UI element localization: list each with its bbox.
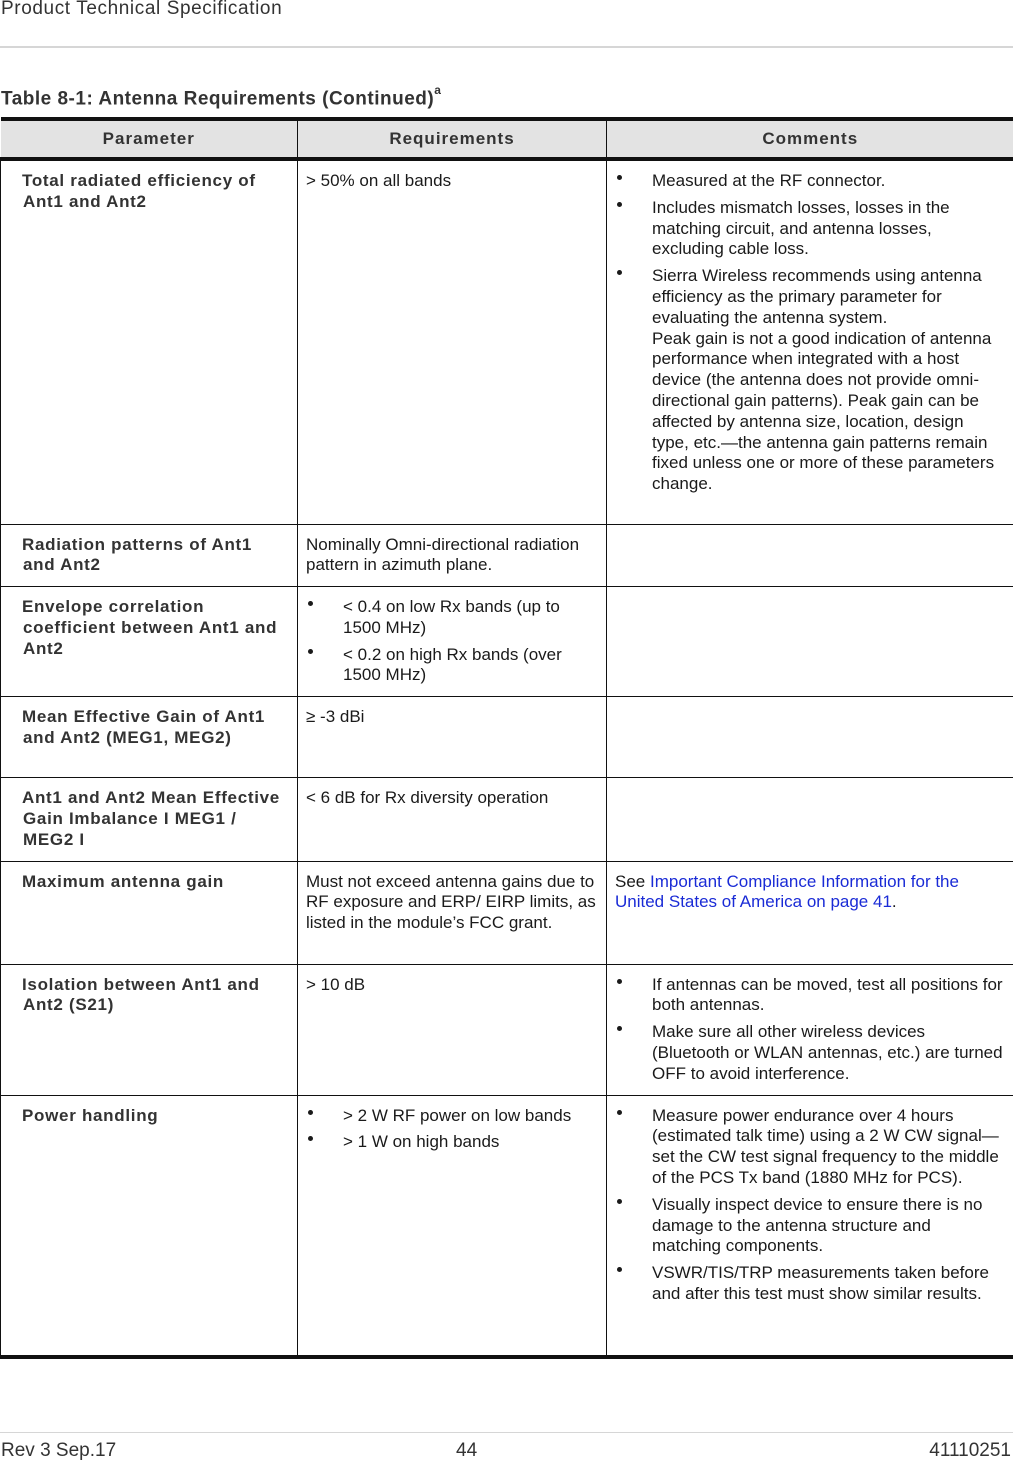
comments-cell: [607, 524, 1013, 587]
antenna-requirements-table: [0, 117, 1013, 1359]
comments-list: [615, 1106, 1003, 1305]
list-item: > 2 W RF power on low bands: [306, 1106, 598, 1127]
comments-cell: [607, 697, 1013, 778]
table-row: [1, 861, 1013, 964]
requirements-cell: < 6 dB for Rx diversity operation: [298, 778, 607, 861]
requirements-list: [306, 597, 598, 686]
comments-prefix: See: [615, 871, 650, 891]
list-item: Measure power endurance over 4 hours (estimated talk time) using a 2 W CW signal—set the CW test signal frequency to the middle of the PCS Tx band (1880 MHz for PCS).: [615, 1106, 1003, 1189]
parameter-cell: Total radiated efficiency of Ant1 and Ant2: [1, 159, 298, 524]
compliance-info-link[interactable]: Important Compliance Information for the United States of America on page 41: [615, 871, 959, 912]
list-item: Measured at the RF connector.: [615, 171, 1003, 192]
footer-divider: [0, 1432, 1013, 1433]
table-row: [1, 1095, 1013, 1357]
parameter-cell: Isolation between Ant1 and Ant2 (S21): [1, 964, 298, 1095]
requirements-cell: ≥ -3 dBi: [298, 697, 607, 778]
table-row: [1, 587, 1013, 697]
requirements-cell: [298, 587, 607, 697]
table-caption: [1, 83, 442, 110]
column-header-parameter: Parameter: [1, 119, 298, 159]
page-header: [0, 0, 1013, 48]
list-item: If antennas can be moved, test all positions for both antennas.: [615, 975, 1003, 1017]
column-header-comments: Comments: [607, 119, 1013, 159]
list-item: VSWR/TIS/TRP measurements taken before and after this test must show similar results.: [615, 1263, 1003, 1305]
requirements-cell: Nominally Omni-directional radiation pattern in azimuth plane.: [298, 524, 607, 587]
comments-cell: [607, 964, 1013, 1095]
list-item: Visually inspect device to ensure there is no damage to the antenna structure and matching components.: [615, 1195, 1003, 1257]
footer-page-number: 44: [456, 1440, 478, 1461]
requirements-list: [306, 1106, 598, 1154]
column-header-requirements: Requirements: [298, 119, 607, 159]
parameter-cell: Radiation patterns of Ant1 and Ant2: [1, 524, 298, 587]
table-caption-footnote-marker: a: [434, 83, 442, 97]
table-row: [1, 524, 1013, 587]
table-caption-text: Table 8-1: Antenna Requirements (Continued): [1, 88, 435, 110]
footer-document-number: 41110251: [929, 1440, 1011, 1461]
comments-cell: [607, 861, 1013, 964]
requirements-cell: > 10 dB: [298, 964, 607, 1095]
document-title: Product Technical Specification: [1, 0, 283, 19]
parameter-cell: Ant1 and Ant2 Mean Effective Gain Imbalance I MEG1 / MEG2 I: [1, 778, 298, 861]
comments-cell: [607, 587, 1013, 697]
comments-cell: [607, 159, 1013, 524]
table-row: [1, 964, 1013, 1095]
comments-list: [615, 171, 1003, 495]
footer-revision: Rev 3 Sep.17: [1, 1440, 117, 1461]
list-item: Includes mismatch losses, losses in the matching circuit, and antenna losses, excluding cable loss.: [615, 198, 1003, 260]
list-item: Sierra Wireless recommends using antenna efficiency as the primary parameter for evaluating the antenna system. Peak gain is not a good indication of antenna performance when integrated with a host device (the antenna does not provide omni-directional gain patterns). Peak gain can be affected by antenna size, location, design type, etc.—the antenna gain patterns remain fixed unless one or more of these parameters change.: [615, 266, 1003, 495]
comments-suffix: .: [891, 892, 897, 912]
parameter-cell: Envelope correlation coefficient between Ant1 and Ant2: [1, 587, 298, 697]
parameter-cell: Maximum antenna gain: [1, 861, 298, 964]
parameter-cell: Mean Effective Gain of Ant1 and Ant2 (MEG1, MEG2): [1, 697, 298, 778]
list-item: < 0.4 on low Rx bands (up to 1500 MHz): [306, 597, 598, 639]
table-header-row: [1, 119, 1013, 159]
list-item: Make sure all other wireless devices (Bluetooth or WLAN antennas, etc.) are turned OFF to avoid interference.: [615, 1022, 1003, 1084]
list-item: > 1 W on high bands: [306, 1132, 598, 1153]
comments-cell: [607, 1095, 1013, 1357]
parameter-cell: Power handling: [1, 1095, 298, 1357]
table-row: [1, 778, 1013, 861]
requirements-cell: Must not exceed antenna gains due to RF exposure and ERP/ EIRP limits, as listed in the module’s FCC grant.: [298, 861, 607, 964]
comments-cell: [607, 778, 1013, 861]
comments-list: [615, 975, 1003, 1085]
requirements-cell: [298, 1095, 607, 1357]
table-row: [1, 159, 1013, 524]
requirements-cell: > 50% on all bands: [298, 159, 607, 524]
list-item: < 0.2 on high Rx bands (over 1500 MHz): [306, 645, 598, 687]
table-row: [1, 697, 1013, 778]
